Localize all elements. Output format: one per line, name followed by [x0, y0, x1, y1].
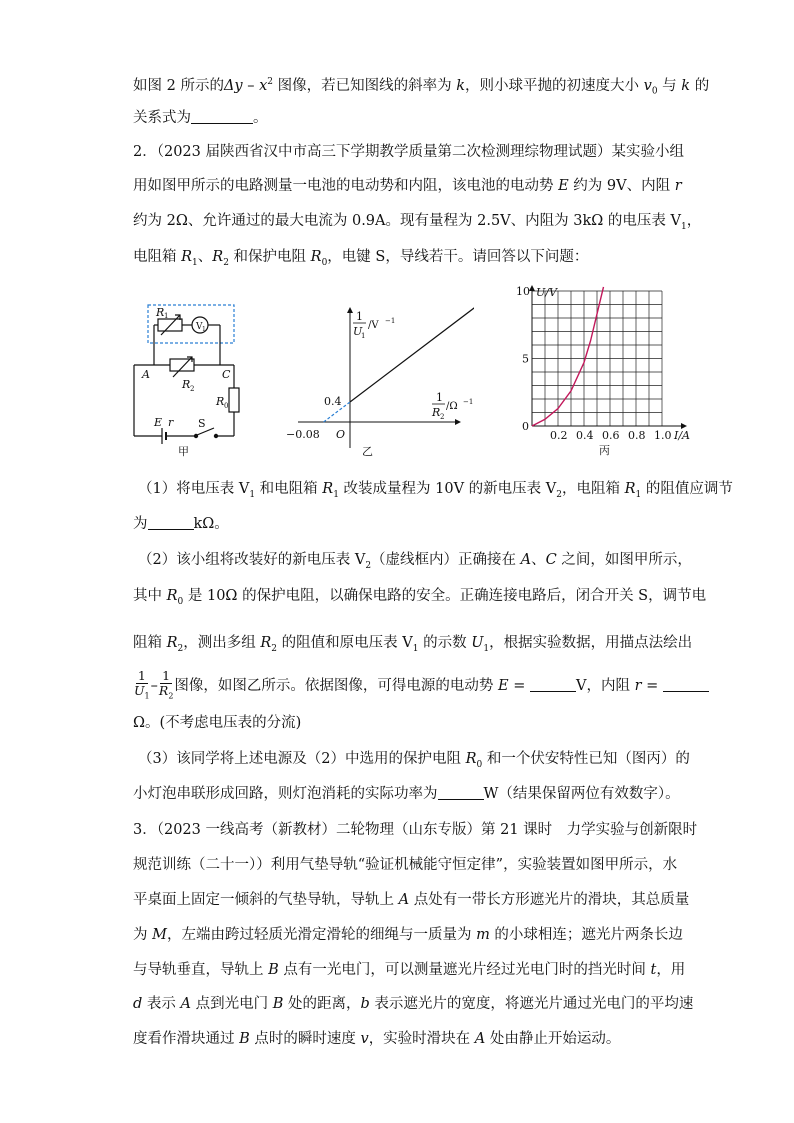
label-e: E: [154, 416, 163, 429]
text-line: Ω。(不考虑电压表的分流): [133, 715, 302, 731]
x-tick-label: 0.2: [550, 429, 568, 442]
svg-text:−1: −1: [385, 317, 396, 325]
x-tick-label: 0.6: [602, 429, 620, 442]
question-3-header: 3．（2023 一线高考（新教材）二轮物理（山东专版）第 21 课时 力学实验与创新限时: [133, 822, 698, 838]
answer-blank[interactable]: [191, 109, 253, 124]
text-line: （3）该同学将上述电源及（2）中选用的保护电阻 $R_0$ 和一个伏安特性已知（图丙）的: [138, 751, 690, 770]
origin-label: O: [336, 428, 346, 441]
text-line: d 表示 A 点到光电门 B 处的距离，b 表示遮光片的宽度，将遮光片通过光电门的平均速: [133, 996, 694, 1012]
question-2-header: 2．（2023 届陕西省汉中市高三下学期教学质量第二次检测理综物理试题）某实验小组: [133, 144, 684, 160]
svg-text:2: 2: [190, 385, 195, 393]
text-line: 关系式为 。: [133, 110, 268, 126]
origin-label: 0: [522, 420, 529, 433]
text-line: （1）将电压表 $V_1$ 和电阻箱 $R_1$ 改装成量程为 10V 的新电压表 $V_2$，电阻箱 $R_1$ 的阻值应调节: [138, 481, 733, 500]
x-tick-label: 0.8: [628, 429, 646, 442]
label-c: C: [222, 368, 231, 381]
svg-text:/Ω: /Ω: [446, 401, 458, 412]
y-tick-label: 5: [522, 352, 529, 366]
text-line: 平桌面上固定一倾斜的气垫导轨，导轨上 A 点处有一带长方形遮光片的滑块，其总质量: [133, 892, 690, 908]
graph-yi: [284, 298, 474, 460]
svg-text:1: 1: [356, 310, 363, 323]
text-line: $\frac{1}{U_1}$ – $\frac{1}{R_2}$ 图像，如图乙所示。依据图像，可得电源的电动势 E = V，内阻 r =: [133, 668, 709, 704]
caption-bing: 丙: [599, 444, 610, 456]
y-axis-label: U/V: [536, 286, 557, 299]
y-tick-label: 10: [516, 285, 530, 298]
resistor-r0: [229, 388, 239, 412]
svg-text:1: 1: [202, 326, 206, 333]
text-line: 与导轨垂直，导轨上 B 点有一光电门，可以测量遮光片经过光电门时的挡光时间 t，用: [133, 962, 686, 978]
resistor-r2: [170, 359, 194, 371]
text-line: 为 kΩ。: [133, 516, 229, 532]
text-line: 小灯泡串联形成回路，则灯泡消耗的实际功率为 W（结果保留两位有效数字）。: [133, 786, 680, 802]
caption-yi: 乙: [362, 445, 373, 458]
text-line: 用如图甲所示的电路测量一电池的电动势和内阻，该电池的电动势 E 约为 9V、内阻 r: [133, 178, 682, 194]
text-line: 其中 $R_0$ 是 10Ω 的保护电阻，以确保电路的安全。正确连接电路后，闭合开关 S，调节电: [133, 588, 707, 607]
text-line: 阻箱 $R_2$，测出多组 $R_2$ 的阻值和原电压表 $V_1$ 的示数 $U_1$，根据实验数据，用描点法绘出: [133, 635, 693, 654]
intercept-label: 0.4: [324, 395, 342, 408]
x-tick-label: 0.4: [576, 429, 594, 442]
fraction-1-over-u1: $\frac{1}{U_1}$: [134, 667, 150, 701]
text-line: 约为 2Ω、允许通过的最大电流为 0.9A。现有量程为 2.5V、内阻为 3kΩ 的电压表 $V_1$，: [133, 213, 702, 232]
label-r: r: [168, 416, 174, 429]
data-line: [350, 298, 474, 402]
iv-curve: [532, 287, 604, 426]
text-line: 电阻箱 $R_1$、$R_2$ 和保护电阻 $R_0$，电键 S，导线若干。请回答以下问题：: [133, 249, 589, 268]
svg-text:−1: −1: [463, 398, 474, 406]
text-line: （2）该小组将改装好的新电压表 $V_2$（虚线框内）正确接在 A、C 之间，如图甲所示，: [138, 552, 692, 571]
text-line: 为 M，左端由跨过轻质光滑定滑轮的细绳与一质量为 m 的小球相连；遮光片两条长边: [133, 927, 683, 943]
x-axis-label: I/A: [674, 429, 690, 442]
label-s: S: [198, 417, 206, 430]
x-axis-label: R: [432, 406, 441, 419]
svg-text:1: 1: [361, 332, 366, 340]
graph-bing: [510, 282, 694, 456]
svg-text:2: 2: [440, 413, 445, 421]
x-tick-label: 1.0: [654, 429, 672, 442]
text-line: 规范训练（二十一））利用气垫导轨“验证机械能守恒定律”，实验装置如图甲所示，水: [133, 857, 678, 873]
fraction-1-over-r2: $\frac{1}{R_2}$: [158, 667, 174, 701]
x-intercept-label: −0.08: [286, 428, 320, 441]
text-line: 如图 2 所示的Δy – $x^2$ 图像，若已知图线的斜率为 k，则小球平抛的初速度大小 $v_0$ 与 k 的: [133, 77, 710, 97]
circuit-diagram-jia: [128, 298, 248, 458]
answer-blank[interactable]: [148, 515, 194, 530]
answer-blank[interactable]: [438, 785, 484, 800]
answer-blank-r[interactable]: [663, 677, 709, 692]
label-a: A: [142, 368, 150, 381]
svg-text:/V: /V: [368, 320, 379, 331]
label-r0: R: [216, 395, 225, 408]
label-r1: R: [156, 306, 165, 319]
label-v1: V: [196, 322, 203, 332]
svg-text:1: 1: [436, 391, 443, 404]
svg-text:0: 0: [224, 402, 229, 410]
caption-jia: 甲: [178, 445, 189, 458]
y-axis-label: U: [353, 325, 363, 338]
label-r2: R: [182, 378, 191, 391]
text-line: 度看作滑块通过 B 点时的瞬时速度 v，实验时滑块在 A 处由静止开始运动。: [133, 1031, 621, 1047]
svg-text:1: 1: [164, 312, 169, 320]
answer-blank-e[interactable]: [530, 677, 576, 692]
